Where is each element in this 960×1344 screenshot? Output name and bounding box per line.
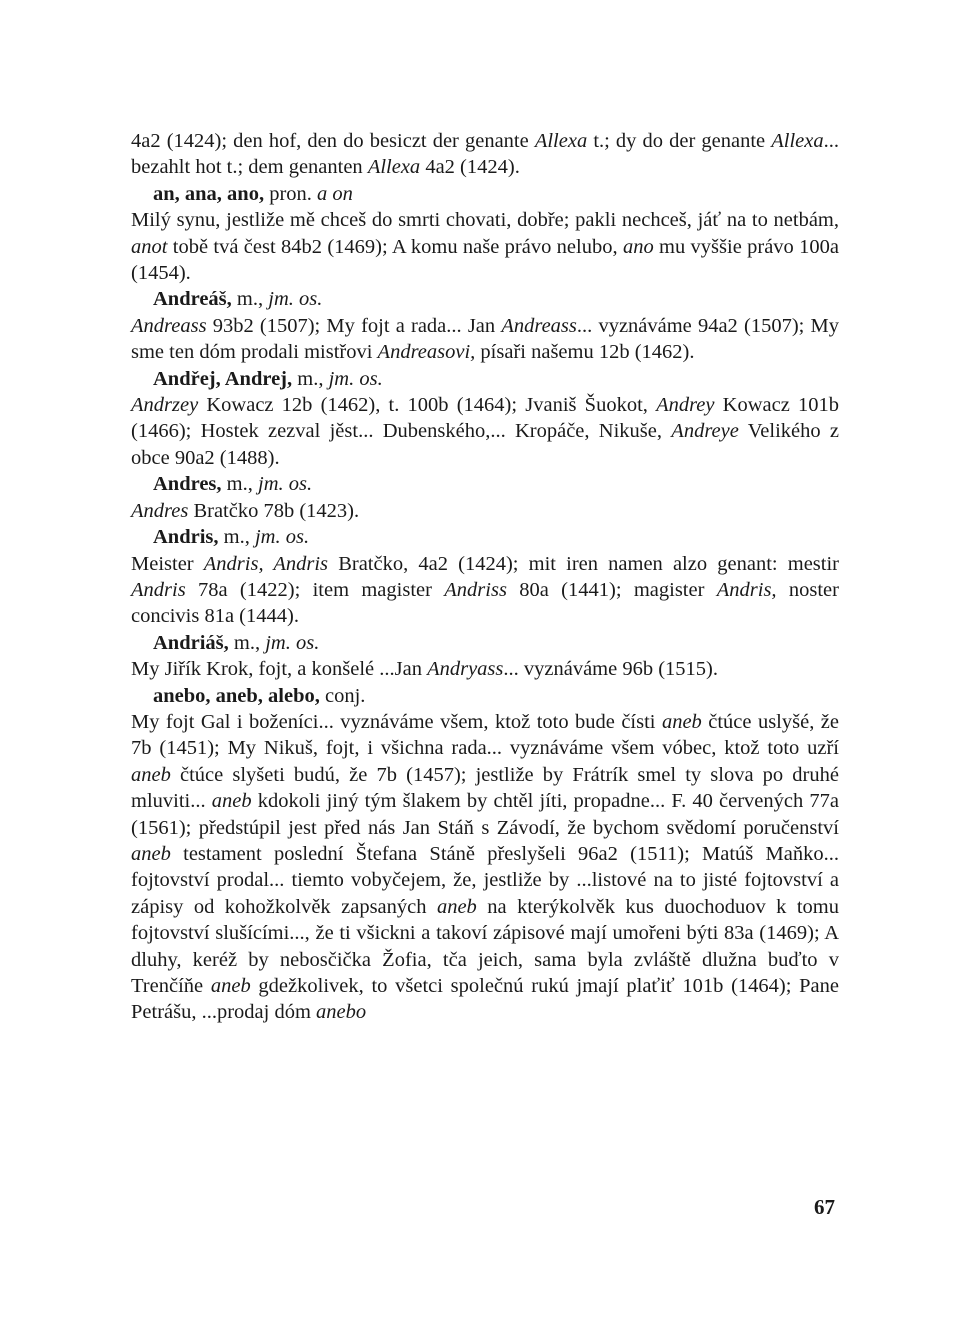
entry-headword: Andres, m., jm. os. — [153, 473, 313, 496]
entry-citation: Andres Bratčko 78b (1423). — [131, 499, 360, 522]
entry-citation: Andreass 93b2 (1507); My fojt a rada... Jan Andreass... vyznáváme 94a2 (1507); My sme ten dóm prodali mistřovi Andreasovi, písaři našemu 12b (1462). — [131, 314, 839, 364]
entry-citation: Milý synu, jestliže mě chceš do smrti chovati, dobře; pakli nechceš, jáť na to netbám, anot tobě tvá čest 84b2 (1469); A komu naše právo nelubo, ano mu vyššie právo 100a (1454). — [131, 209, 839, 285]
entry-headword: Andriáš, m., jm. os. — [153, 631, 320, 654]
entry-headword: Andřej, Andrej, m., jm. os. — [153, 367, 383, 390]
entry-headword: anebo, aneb, alebo, conj. — [153, 684, 366, 707]
entry-citation: My fojt Gal i boženíci... vyznáváme všem, ktož toto bude čísti aneb čtúce uslyšé, že 7b (1451); My Nikuš, fojt, i všichna rada... vyznáváme všem vóbec, ktož toto uzří aneb čtúce slyšeti budú, že 7b (1457); jestliže by Frátrík smel ty slova po druhé mluviti... aneb kdokoli jiný tým šlakem by chtěl jíti, propadne... F. 40 červených 77a (1561); předstúpil jest před nás Jan Stáň s Závodí, že bychom svědomí poručenství aneb testament poslední Štefana Stáně přeslyšeli 96a2 (1511); Matúš Maňko... fojtovství prodal... tiemto vobyčejem, že, jestliže by ...listové na to jisté fojtovství a zápisy od kohožkolvěk zapsaných aneb na kterýkolvěk kus duochoduov k tomu fojtovství slušícími..., že ti všickni a takoví zápisové mají umořeni býti 83a (1469); A dluhy, keréž by nebosčička Žofia, tča jeich, sama byla zvláště dlužna buďto v Trenčíňe aneb gdežkolivek, to všetci společnú rukú jmají plaťiť 101b (1464); Pane Petrášu, ...prodaj dóm anebo — [131, 710, 840, 1024]
entry-citation: 4a2 (1424); den hof, den do besiczt der genante Allexa t.; dy do der genante Allexa... bezahlt hot t.; dem genanten Allexa 4a2 (1424). — [131, 130, 840, 179]
entry-headword: Andris, m., jm. os. — [153, 526, 310, 549]
entry-headword: Andreáš, m., jm. os. — [153, 288, 323, 311]
entry-citation: Meister Andris, Andris Bratčko, 4a2 (1424); mit iren namen alzo genant: mestir Andris 78a (1422); item magister Andriss 80a (1441); magister Andris, noster concivis 81a (1444). — [131, 552, 839, 628]
entry-headword: an, ana, ano, pron. a on — [153, 182, 353, 205]
dictionary-page-body — [131, 128, 839, 1026]
entry-citation: My Jiřík Krok, fojt, a konšelé ...Jan Andryass... vyznáváme 96b (1515). — [131, 658, 719, 681]
entry-citation: Andrzey Kowacz 12b (1462), t. 100b (1464); Jvaniš Šuokot, Andrey Kowacz 101b (1466); Hostek zezval jěst... Dubenského,... Kropáče, Nikuše, Andreye Velikého z obce 90a2 (1488). — [131, 394, 839, 469]
page-number: 67 — [814, 1195, 835, 1219]
